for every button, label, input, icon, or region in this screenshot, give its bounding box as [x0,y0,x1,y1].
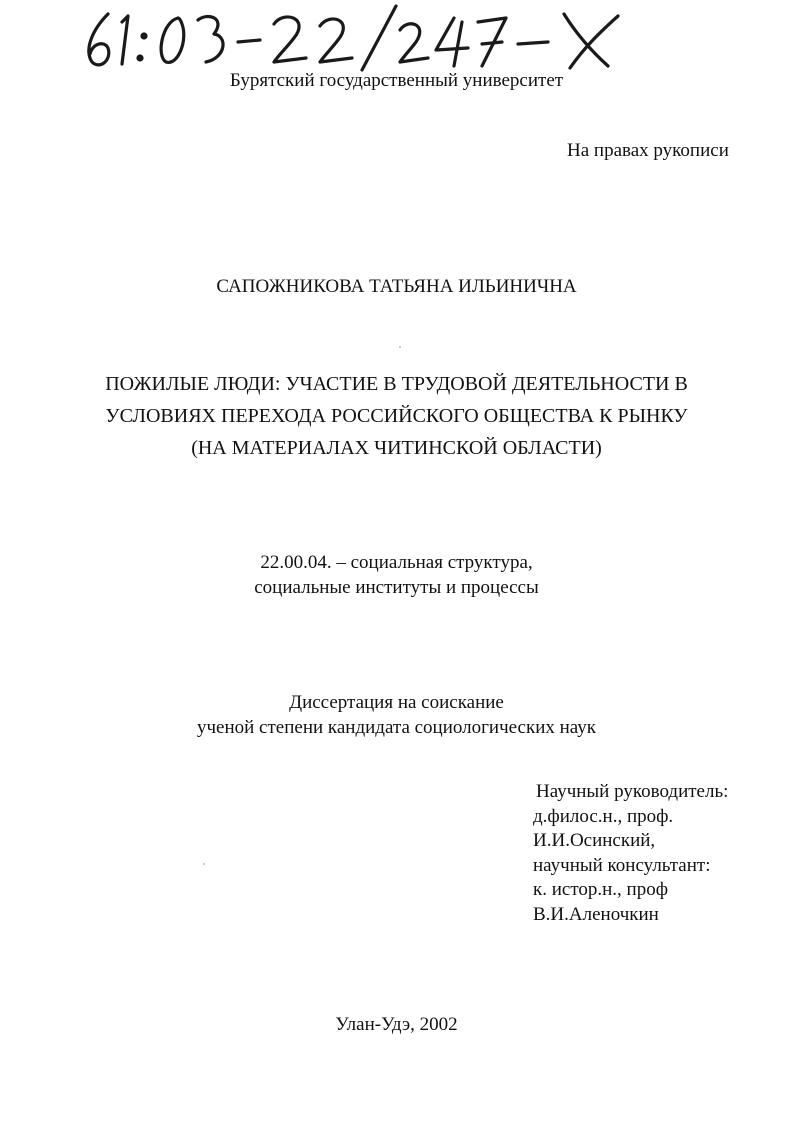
advisor-line: к. истор.н., проф [533,879,669,900]
scan-speck [399,346,401,348]
handwritten-catalog-number [78,0,638,78]
advisor-line: научный консультант: [533,854,711,876]
scan-speck [203,863,205,865]
degree-line: Диссертация на соискание [289,692,504,713]
city-year: Улан-Удэ, 2002 [335,1014,458,1035]
university-name: Бурятский государственный университет [229,70,564,91]
dissertation-title [0,368,793,464]
advisor-line: Научный руководитель: [536,781,729,802]
advisors-block [533,780,728,927]
advisor-line: В.И.Аленочкин [533,903,659,925]
specialty [0,550,793,600]
author-name: САПОЖНИКОВА ТАТЬЯНА ИЛЬИНИЧНА [216,276,577,297]
degree-line: ученой степени кандидата социологических наук [196,717,596,738]
advisor-line: И.И.Осинский, [533,830,656,851]
rights-notice: На правах рукописи [567,140,729,161]
specialty-line: 22.00.04. – социальная структура, [260,552,533,573]
title-line: ПОЖИЛЫЕ ЛЮДИ: УЧАСТИЕ В ТРУДОВОЙ ДЕЯТЕЛЬНОСТИ В [105,373,688,395]
title-line: УСЛОВИЯХ ПЕРЕХОДА РОССИЙСКОГО ОБЩЕСТВА К РЫНКУ [105,405,688,427]
advisor-line: д.филос.н., проф. [533,805,674,827]
title-line: (НА МАТЕРИАЛАХ ЧИТИНСКОЙ ОБЛАСТИ) [191,437,602,459]
specialty-line: социальные институты и процессы [254,577,539,598]
degree-statement [0,690,793,740]
